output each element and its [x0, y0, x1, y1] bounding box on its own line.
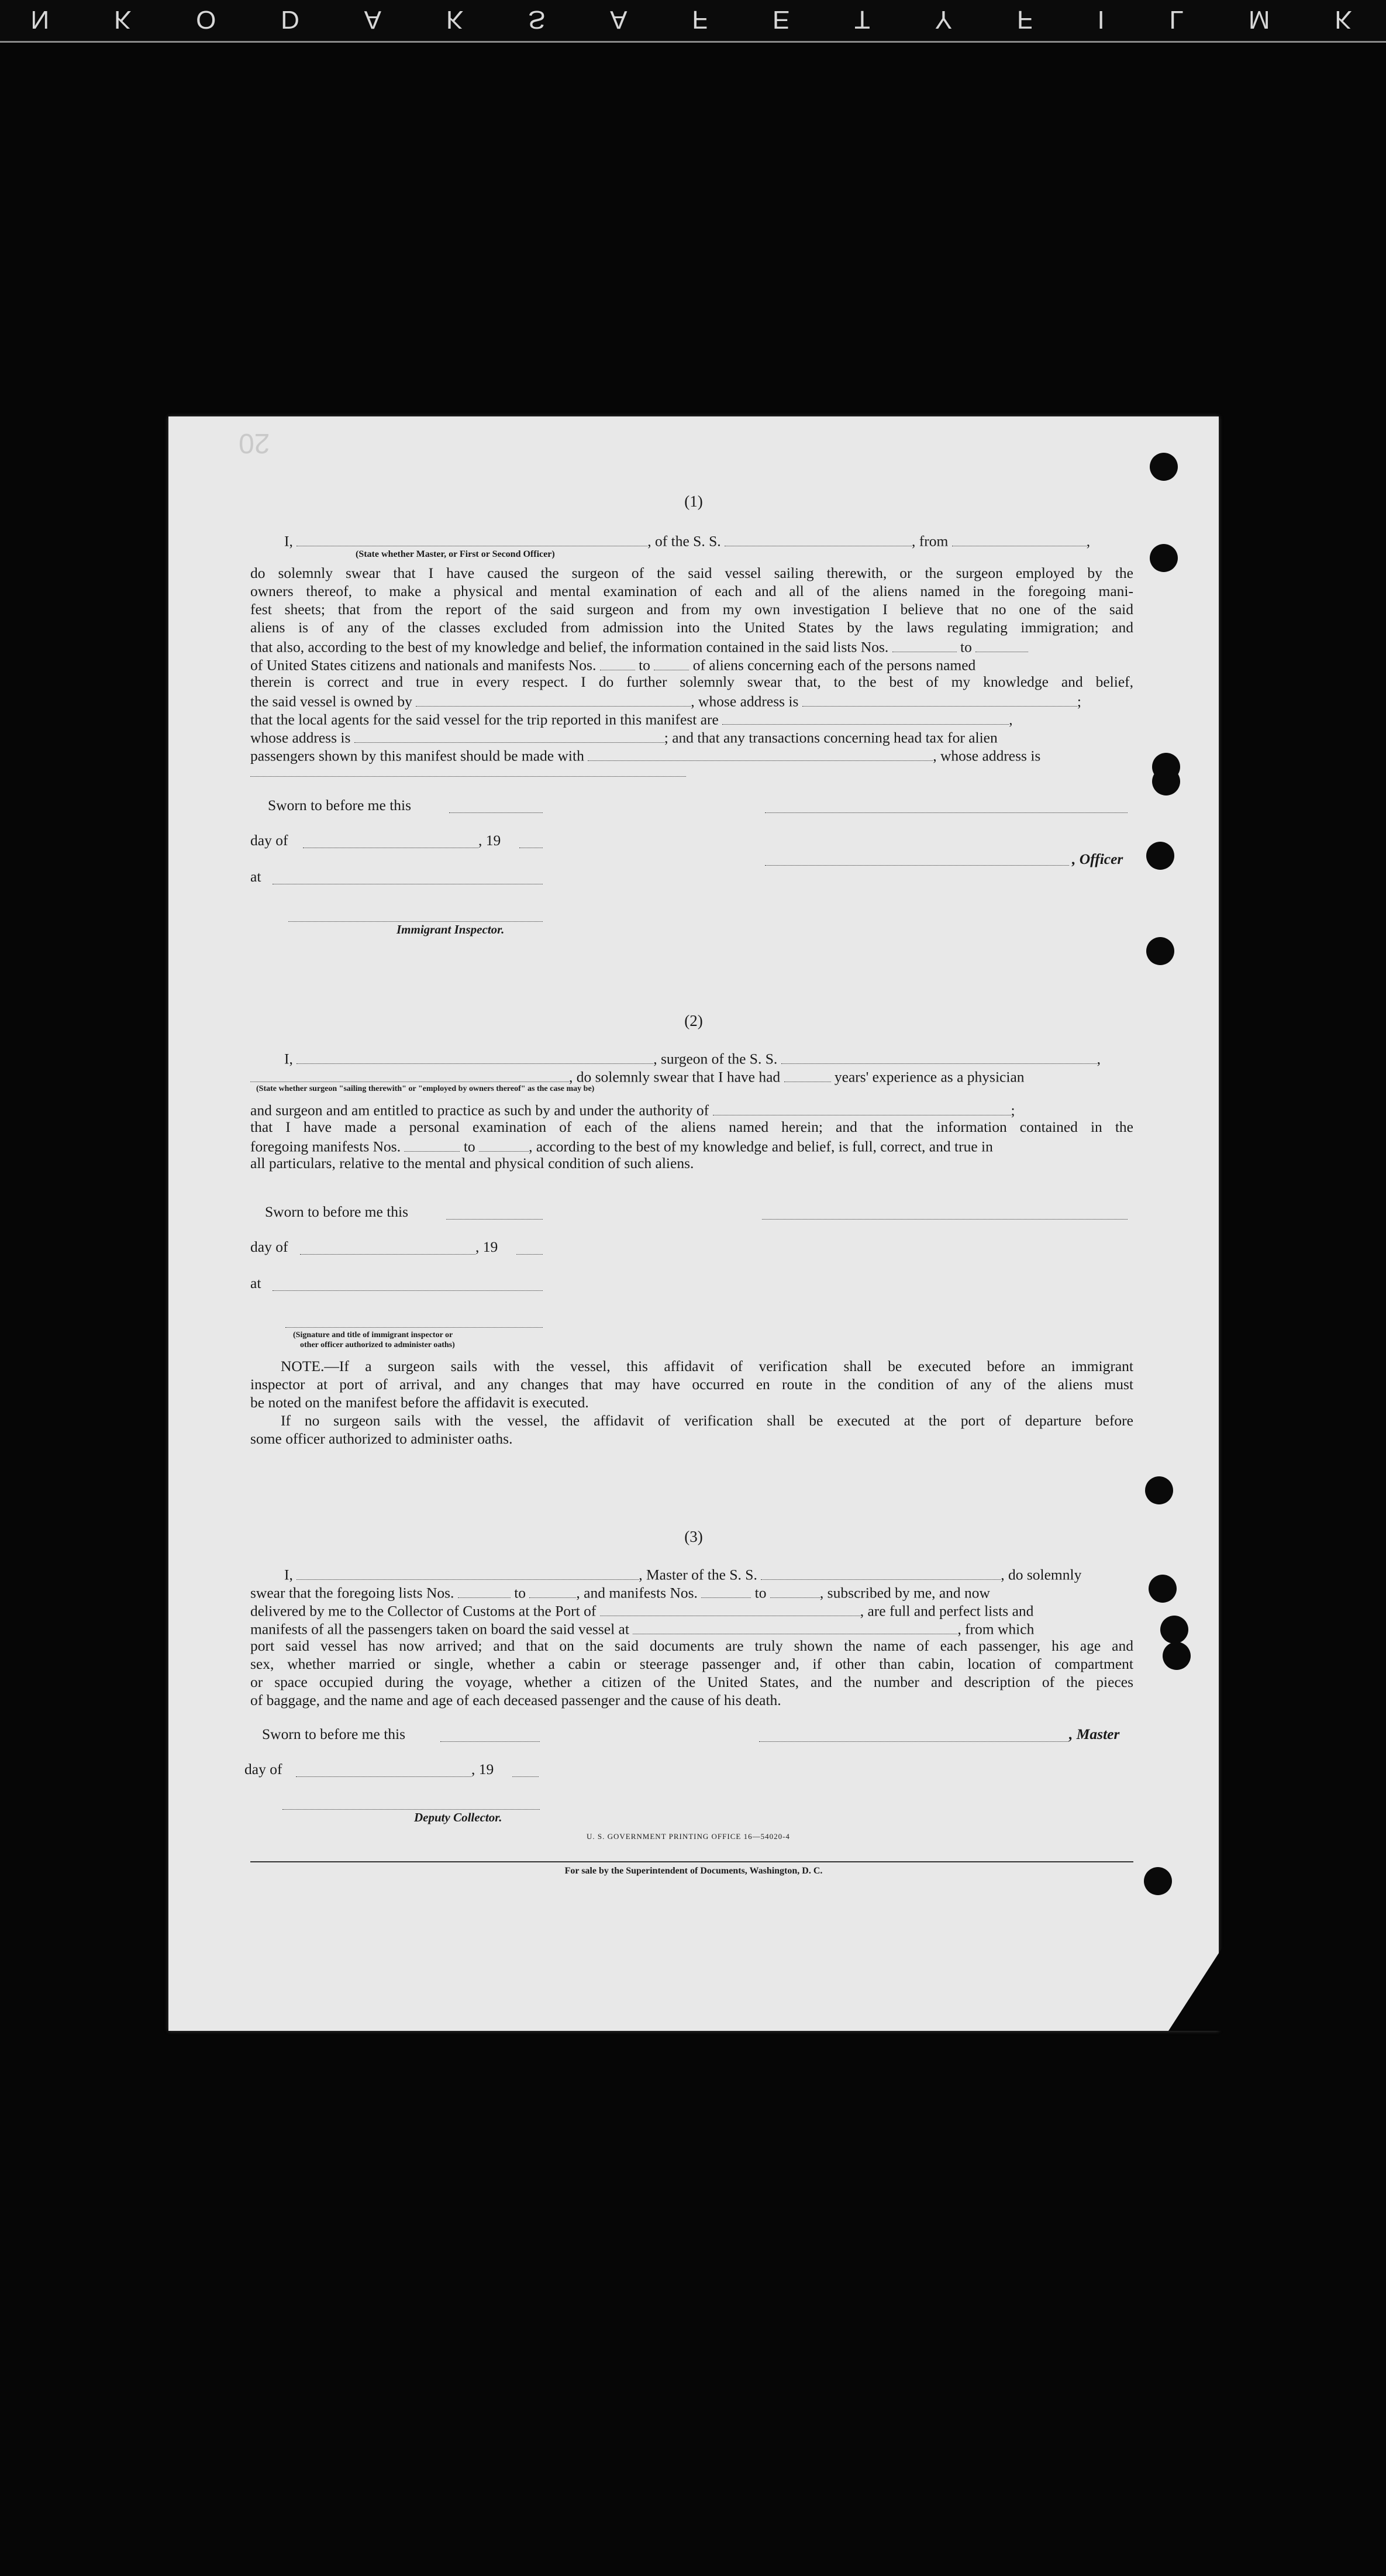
section-1-oath-line: I, , of the S. S. , from , [284, 531, 1133, 550]
section-1-body-line: aliens is of any of the classes excluded from admission into the United States by the laws regulating immigration; and [250, 619, 1133, 636]
section-1-year-label: , 19 [478, 832, 501, 849]
section-1-body-line: the said vessel is owned by , whose address is ; [250, 691, 1133, 711]
film-edge-text [0, 5, 1386, 34]
film-edge-letter: M [1248, 5, 1274, 34]
section-3-sworn-label: Sworn to before me this [262, 1726, 406, 1742]
section-2-note-line: be noted on the manifest before the affidavit is executed. [250, 1394, 589, 1411]
footer-note: For sale by the Superintendent of Documents, Washington, D. C. [564, 1866, 823, 1876]
section-3-body-line: delivered by me to the Collector of Customs at the Port of , are full and perfect lists and [250, 1600, 1133, 1620]
film-edge-letter: I [1097, 5, 1108, 34]
section-2-sworn-field [446, 1218, 543, 1220]
film-edge-letter: F [692, 5, 712, 34]
section-1-inspector-line [288, 921, 543, 922]
section-3-day-label: day of [244, 1761, 282, 1778]
section-1-inspector-label: Immigrant Inspector. [397, 922, 505, 936]
film-edge-letter: T [854, 5, 874, 34]
section-1-officer-label: , Officer [1072, 850, 1123, 867]
section-2-body-line: that I have made a personal examination of each of the aliens named herein; and that the information contained in the [250, 1118, 1133, 1135]
film-edge-letter: F [1016, 5, 1036, 34]
section-2-note-line: NOTE.—If a surgeon sails with the vessel, this affidavit of verification shall be executed before an immigrant [281, 1358, 1133, 1375]
section-1-day-field [303, 847, 478, 848]
section-3-year-field [512, 1776, 539, 1777]
section-2-note-line: some officer authorized to administer oaths. [250, 1430, 513, 1447]
section-2-sworn-label: Sworn to before me this [265, 1203, 409, 1220]
section-2-caption: (State whether surgeon "sailing therewith" or "employed by owners thereof" as the case may be) [256, 1084, 595, 1093]
section-1-at-field [273, 883, 543, 884]
film-edge-letter: O [196, 5, 220, 34]
punch-hole [1146, 842, 1174, 870]
section-3-collector-label: Deputy Collector. [414, 1810, 502, 1824]
section-2-oath-line: I, , surgeon of the S. S. , [284, 1048, 1133, 1068]
film-edge-letter: E [772, 5, 794, 34]
section-2-day-label: day of [250, 1238, 288, 1255]
section-1-body-line: that also, according to the best of my knowledge and belief, the information contained in the said lists Nos. to [250, 636, 1133, 656]
section-1-signature-line [765, 812, 1128, 813]
section-3-sworn-field [440, 1741, 540, 1742]
section-1-body-line: that the local agents for the said vessel for the trip reported in this manifest are , [250, 709, 1133, 729]
section-1-body-line: of United States citizens and nationals and manifests Nos. to of aliens concerning each of the persons named [250, 655, 1133, 674]
section-1-body-line: therein is correct and true in every respect. I do further solemnly swear that, to the best of my knowledge and belief, [250, 673, 1133, 690]
section-3-body-line: port said vessel has now arrived; and that on the said documents are truly shown the name of each passenger, his age and [250, 1637, 1133, 1654]
page-number: 20 [239, 428, 270, 459]
manifest-back-page [168, 416, 1219, 2031]
section-3-master-line [759, 1741, 1069, 1742]
section-1-body-line: passengers shown by this manifest should be made with , whose address is [250, 745, 1133, 765]
section-2-body-line: and surgeon and am entitled to practice as such by and under the authority of ; [250, 1100, 1133, 1120]
section-3-body-line: or space occupied during the voyage, whether a citizen of the United States, and the number and description of the pieces [250, 1673, 1133, 1690]
section-2-sig-caption: (Signature and title of immigrant inspector or [293, 1331, 453, 1339]
section-1-number: (1) [684, 493, 703, 510]
section-2-number: (2) [684, 1012, 703, 1029]
section-3-day-field [296, 1776, 471, 1777]
torn-corner [1168, 1809, 1239, 2031]
film-edge-strip [0, 0, 1386, 43]
punch-hole [1149, 1575, 1177, 1603]
section-1-body-line: whose address is ; and that any transactions concerning head tax for alien [250, 727, 1133, 747]
section-2-note-line: If no surgeon sails with the vessel, the affidavit of verification shall be executed at the port of departure before [281, 1412, 1133, 1429]
film-edge-letter: S [527, 5, 549, 34]
film-edge-letter: Y [935, 5, 956, 34]
section-3-body-line: swear that the foregoing lists Nos. to , and manifests Nos. to , subscribed by me, and now [250, 1582, 1133, 1602]
section-2-day-field [300, 1253, 475, 1255]
section-2-signature-line [762, 1218, 1128, 1220]
section-3-number: (3) [684, 1528, 703, 1545]
footer-rule [250, 1861, 1133, 1862]
section-2-year-label: , 19 [475, 1238, 498, 1255]
section-1-sworn-field [449, 812, 543, 813]
punch-hole [1150, 453, 1178, 481]
section-2-year-field [516, 1253, 543, 1255]
section-1-continuation-line [250, 776, 686, 777]
section-2-note-line: inspector at port of arrival, and any changes that may have occurred en route in the condition of any of the aliens must [250, 1376, 1133, 1393]
section-1-sworn-label: Sworn to before me this [268, 797, 412, 814]
film-edge-letter: K [1335, 5, 1356, 34]
section-3-master-label: , Master [1069, 1726, 1120, 1742]
section-3-body-line: of baggage, and the name and age of each deceased passenger and the cause of his death. [250, 1692, 781, 1709]
film-edge-letter: N [30, 5, 53, 34]
section-3-collector-line [282, 1809, 540, 1810]
section-2-body-line: foregoing manifests Nos. to , according to the best of my knowledge and belief, is full, correct, and true in [250, 1136, 1133, 1156]
section-1-body-line: do solemnly swear that I have caused the surgeon of the said vessel sailing therewith, or the surgeon employed by the [250, 564, 1133, 581]
section-2-at-field [273, 1290, 543, 1291]
film-edge-letter: A [364, 5, 385, 34]
punch-hole [1145, 1476, 1173, 1504]
section-2-inspector-line [285, 1327, 543, 1328]
film-edge-letter: K [113, 5, 135, 34]
punch-hole [1152, 767, 1180, 795]
punch-hole [1163, 1642, 1191, 1670]
section-1-caption: (State whether Master, or First or Second Officer) [356, 549, 555, 559]
film-edge-letter: L [1169, 5, 1188, 34]
section-3-body-line: manifests of all the passengers taken on board the said vessel at , from which [250, 1618, 1133, 1638]
punch-hole [1160, 1616, 1188, 1644]
section-2-oath-line: , do solemnly swear that I have had years' experience as a physician [250, 1066, 1133, 1086]
punch-hole [1150, 544, 1178, 572]
section-1-body-line: fest sheets; that from the report of the said surgeon and from my own investigation I believe that no one of the said [250, 601, 1133, 618]
section-1-day-label: day of [250, 832, 288, 849]
section-3-year-label: , 19 [471, 1761, 494, 1778]
film-edge-letter: A [610, 5, 631, 34]
film-edge-letter: K [446, 5, 467, 34]
punch-hole [1146, 937, 1174, 965]
section-1-body-line: owners thereof, to make a physical and mental examination of each and all of the aliens named in the foregoing mani- [250, 583, 1133, 600]
printer-imprint: U. S. GOVERNMENT PRINTING OFFICE 16—54020-4 [587, 1832, 790, 1841]
section-1-year-field [519, 847, 543, 848]
film-edge-letter: D [281, 5, 303, 34]
section-3-body-line: sex, whether married or single, whether a cabin or steerage passenger and, if other than cabin, location of compartment [250, 1655, 1133, 1672]
section-1-at-label: at [250, 868, 261, 885]
section-2-at-label: at [250, 1275, 261, 1292]
section-3-oath-line: I, , Master of the S. S. , do solemnly [284, 1564, 1133, 1584]
section-2-body-line: all particulars, relative to the mental and physical condition of such aliens. [250, 1155, 694, 1172]
section-1-officer-line [765, 865, 1069, 866]
section-2-sig-caption: other officer authorized to administer oaths) [300, 1341, 455, 1349]
